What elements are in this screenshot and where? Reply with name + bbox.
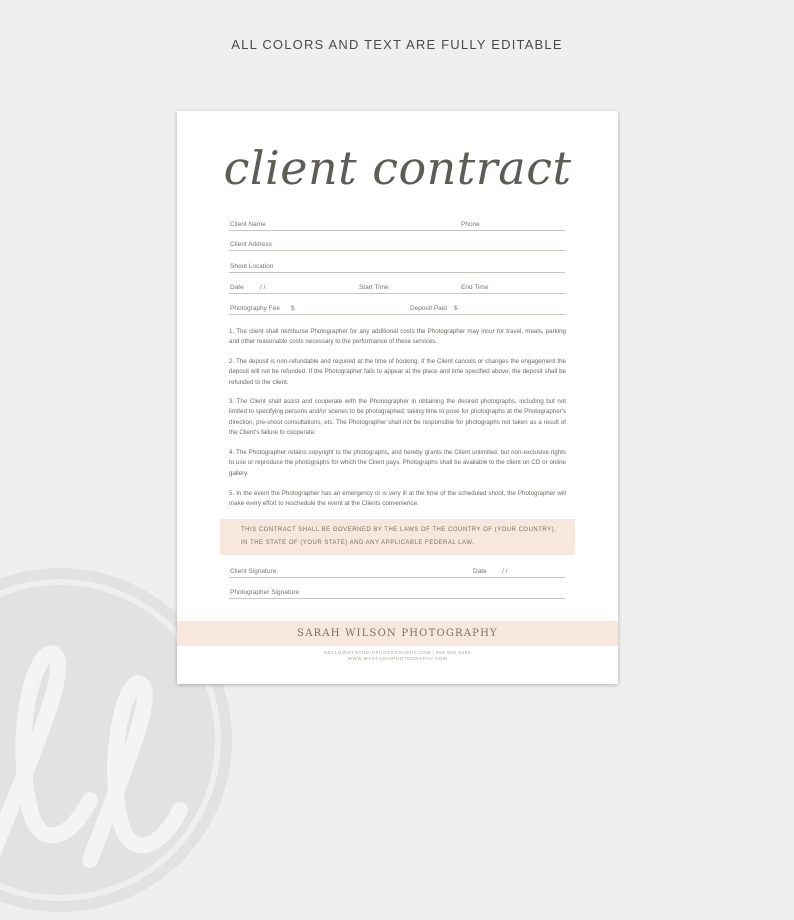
shoot-location-field[interactable] (229, 272, 565, 273)
notice-line-1: THIS CONTRACT SHALL BE GOVERNED BY THE LAWS OF THE COUNTRY OF (YOUR COUNTRY), (241, 527, 557, 533)
signature-date-slashes: / / (502, 568, 508, 575)
deposit-currency: $ (454, 305, 458, 312)
photographer-signature-label: Photographer Signature (230, 589, 300, 596)
contract-title: client contract (223, 141, 572, 195)
client-address-field[interactable] (229, 250, 565, 251)
client-signature-label: Client Signature (230, 568, 277, 575)
contact-line-email-phone: HELLO@MYSTUDIOPHOTOGRAPHY.COM | 555.555.5555 (324, 650, 471, 655)
fee-deposit-field[interactable] (229, 314, 565, 315)
studio-name: SARAH WILSON PHOTOGRAPHY (297, 628, 498, 639)
term-1: 1. The client shall reimburse Photographer for any additional costs the Photographer may incur for travel, meals, parking and other reasonable costs necessary to the performance of these services. (229, 328, 566, 346)
start-time-label: Start Time (359, 284, 389, 291)
deposit-paid-label: Deposit Paid (410, 305, 447, 312)
contract-page (177, 111, 618, 684)
footer-band (177, 621, 618, 646)
date-time-field[interactable] (229, 293, 565, 294)
governing-law-notice (220, 519, 575, 555)
term-3: 3. The Client shall assist and cooperate with the Phonographer in obtaining the desired photographs, including but not limited to specifying persons and/or scenes to be photographed; taking time to pose for photographs at the Photographer's direction; pre-shoot consultations, etc. The Photographer shall not be responsible for photographs not taken as a result of the Client's failure to cooperate. (229, 398, 566, 436)
client-name-label: Client Name (230, 221, 266, 228)
banner-caption: ALL COLORS AND TEXT ARE FULLY EDITABLE (231, 37, 563, 52)
shoot-location-label: Shoot Location (230, 263, 274, 270)
photography-fee-label: Photography Fee (230, 305, 280, 312)
signature-date-label: Date (473, 568, 487, 575)
contact-line-website: WWW.MYSTUDIOPHOTOGRAPHY.COM (347, 656, 448, 661)
client-signature-field[interactable] (229, 577, 565, 578)
notice-line-2: IN THE STATE OF (YOUR STATE) AND ANY APPLICABLE FEDERAL LAW. (241, 540, 475, 546)
date-label: Date (230, 284, 244, 291)
photographer-signature-field[interactable] (229, 598, 565, 599)
fee-currency: $ (291, 305, 295, 312)
term-5: 5. In the event the Photographer has an emergency or is very ill at the time of the scheduled shoot, the Photographer will make every effort to reschedule the event at the Clients convenience. (229, 490, 566, 508)
term-2: 2. The deposit is non-refundable and required at the time of booking. If the Client cancels or changes the engagement the deposit will not be refunded. If the Photographer fails to appear at the place and time specified above, the deposit shall be refunded to the client. (229, 358, 566, 386)
client-name-field[interactable] (229, 230, 565, 231)
client-address-label: Client Address (230, 241, 272, 248)
phone-label: Phone (461, 221, 480, 228)
term-4: 4. The Photographer retains copyright to the photographs, and hereby grants the Client unlimited, but non-exclusive rights to use or reproduce the photographs for which the Client pays. Photographs shall be available to the client on CD or online gallery. (229, 449, 566, 477)
end-time-label: End Time (461, 284, 489, 291)
date-slashes: / / (260, 284, 266, 291)
